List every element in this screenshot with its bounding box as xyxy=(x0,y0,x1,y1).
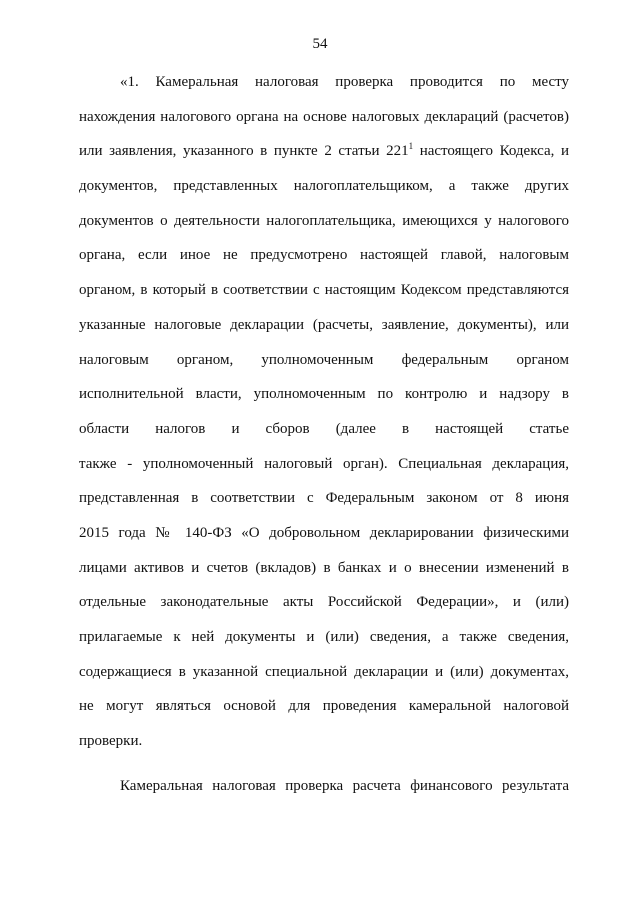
text-line-18: содержащиеся в указанной специальной декларации и (или) документах, xyxy=(79,663,569,680)
page-number: 54 xyxy=(312,36,328,52)
text-line-3-end: настоящего Кодекса, и xyxy=(413,143,570,160)
text-line-2: нахождения налогового органа на основе налоговых деклараций (расчетов) xyxy=(79,108,569,125)
text-line-3-start: или заявления, указанного в пункте 2 статьи 221 xyxy=(79,143,409,160)
text-line-17: прилагаемые к ней документы и (или) сведения, а также сведения, xyxy=(79,629,569,645)
text-line-12: также - уполномоченный налоговый орган). Специальная декларация, xyxy=(79,455,569,472)
text-line-9: налоговым органом, уполномоченным федеральным органом xyxy=(79,351,569,368)
text-line-19: не могут являться основой для проведения камеральной налоговой xyxy=(79,698,569,715)
text-line-5: документов о деятельности налогоплательщика, имеющихся у налогового xyxy=(79,212,569,229)
text-line-10: исполнительной власти, уполномоченным по контролю и надзору в xyxy=(79,386,569,403)
text-line-8: указанные налоговые декларации (расчеты, заявление, документы), или xyxy=(79,316,569,333)
text-line-11: области налогов и сборов (далее в настоящей статье xyxy=(79,420,569,437)
text-line-3 xyxy=(79,141,569,176)
article-superscript: 1 xyxy=(408,141,414,152)
text-line-14: 2015 года № 140-ФЗ «О добровольном декларировании физическими xyxy=(79,524,569,541)
text-line-4: документов, представленных налогоплательщиком, а также других xyxy=(79,178,569,195)
text-line-21: Камеральная налоговая проверка расчета финансового результата xyxy=(120,777,569,794)
body-text xyxy=(79,72,569,810)
text-line-6: органа, если иное не предусмотрено настоящей главой, налоговым xyxy=(79,247,569,264)
text-line-7: органом, в который в соответствии с настоящим Кодексом представляются xyxy=(79,282,569,299)
text-line-15: лицами активов и счетов (вкладов) в банках и о внесении изменений в xyxy=(79,559,569,576)
text-line-1: «1. Камеральная налоговая проверка проводится по месту xyxy=(120,74,569,90)
text-line-20: проверки. xyxy=(79,733,143,750)
text-line-16: отдельные законодательные акты Российской Федерации», и (или) xyxy=(79,594,569,611)
text-line-13: представленная в соответствии с Федеральным законом от 8 июня xyxy=(79,490,569,507)
